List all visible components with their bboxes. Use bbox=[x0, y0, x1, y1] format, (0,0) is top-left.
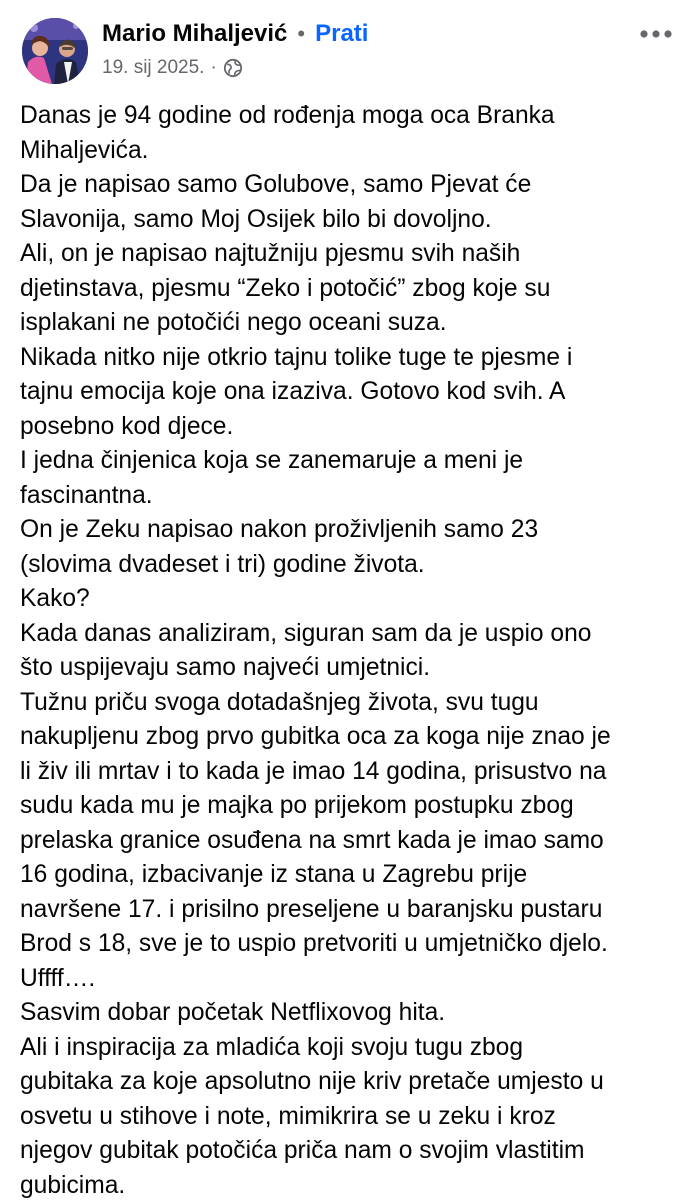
post-text-line: Sasvim dobar početak Netflixovog hita. bbox=[20, 996, 680, 1031]
post-text-line: prelaska granice osuđena na smrt kada je imao samo bbox=[20, 824, 680, 859]
post-text-line: gubitaka za koje apsolutno nije kriv pretače umjesto u bbox=[20, 1065, 680, 1100]
post-text-line: On je Zeku napisao nakon proživljenih samo 23 bbox=[20, 513, 680, 548]
author-avatar[interactable] bbox=[22, 18, 88, 84]
more-options-button[interactable] bbox=[636, 22, 676, 46]
post-text-line: njegov gubitak potočića priča nam o svojim vlastitim bbox=[20, 1134, 680, 1169]
post-text-line: Nikada nitko nije otkrio tajnu tolike tuge te pjesme i bbox=[20, 341, 680, 376]
post-text-line: Ali i inspiracija za mladića koji svoju tugu zbog bbox=[20, 1031, 680, 1066]
post-text-line: I jedna činjenica koja se zanemaruje a meni je bbox=[20, 444, 680, 479]
post-text-line: fascinantna. bbox=[20, 479, 680, 514]
post-text-line: Tužnu priču svoga dotadašnjeg života, svu tugu bbox=[20, 686, 680, 721]
post-text-line: Da je napisao samo Golubove, samo Pjevat će bbox=[20, 168, 680, 203]
post-text-line: nakupljenu zbog prvo gubitka oca za koga nije znao je bbox=[20, 720, 680, 755]
post-text-line: osvetu u stihove i note, mimikrira se u zeku i kroz bbox=[20, 1100, 680, 1135]
post-text-line: Ali, on je napisao najtužniju pjesmu svih naših bbox=[20, 237, 680, 272]
post-text-line: Uffff…. bbox=[20, 962, 680, 997]
post-meta bbox=[102, 57, 243, 79]
post-text-line: sudu kada mu je majka po prijekom postupku zbog bbox=[20, 789, 680, 824]
post-text-line: Danas je 94 godine od rođenja moga oca Branka bbox=[20, 99, 680, 134]
post-text-line: djetinstava, pjesmu “Zeko i potočić” zbog koje su bbox=[20, 272, 680, 307]
post-header bbox=[0, 0, 693, 96]
meta-separator: · bbox=[210, 57, 216, 79]
author-name-link[interactable]: Mario Mihaljević bbox=[102, 20, 287, 48]
post-text-line: što uspijevaju samo najveći umjetnici. bbox=[20, 651, 680, 686]
post-text-line: isplakani ne potočići nego oceani suza. bbox=[20, 306, 680, 341]
post-text-line: posebno kod djece. bbox=[20, 410, 680, 445]
post-text-line: Mihaljevića. bbox=[20, 134, 680, 169]
author-line bbox=[102, 20, 368, 48]
post-text bbox=[20, 99, 680, 1203]
follow-button[interactable]: Prati bbox=[315, 20, 368, 48]
globe-icon[interactable] bbox=[223, 58, 243, 78]
post-text-line: 16 godina, izbacivanje iz stana u Zagrebu prije bbox=[20, 858, 680, 893]
post-text-line: (slovima dvadeset i tri) godine života. bbox=[20, 548, 680, 583]
post-text-line: gubicima. bbox=[20, 1169, 680, 1203]
post-text-line: navršene 17. i prisilno preseljene u baranjsku pustaru bbox=[20, 893, 680, 928]
more-options-icon bbox=[639, 29, 673, 39]
name-separator: • bbox=[297, 21, 305, 47]
post-text-line: Kako? bbox=[20, 582, 680, 617]
post-text-line: Kada danas analiziram, siguran sam da je uspio ono bbox=[20, 617, 680, 652]
post-text-line: Slavonija, samo Moj Osijek bilo bi dovoljno. bbox=[20, 203, 680, 238]
post-text-line: Brod s 18, sve je to uspio pretvoriti u umjetničko djelo. bbox=[20, 927, 680, 962]
post-text-line: tajnu emocija koje ona izaziva. Gotovo kod svih. A bbox=[20, 375, 680, 410]
post-date-link[interactable]: 19. sij 2025. bbox=[102, 57, 204, 79]
post-text-line: li živ ili mrtav i to kada je imao 14 godina, prisustvo na bbox=[20, 755, 680, 790]
